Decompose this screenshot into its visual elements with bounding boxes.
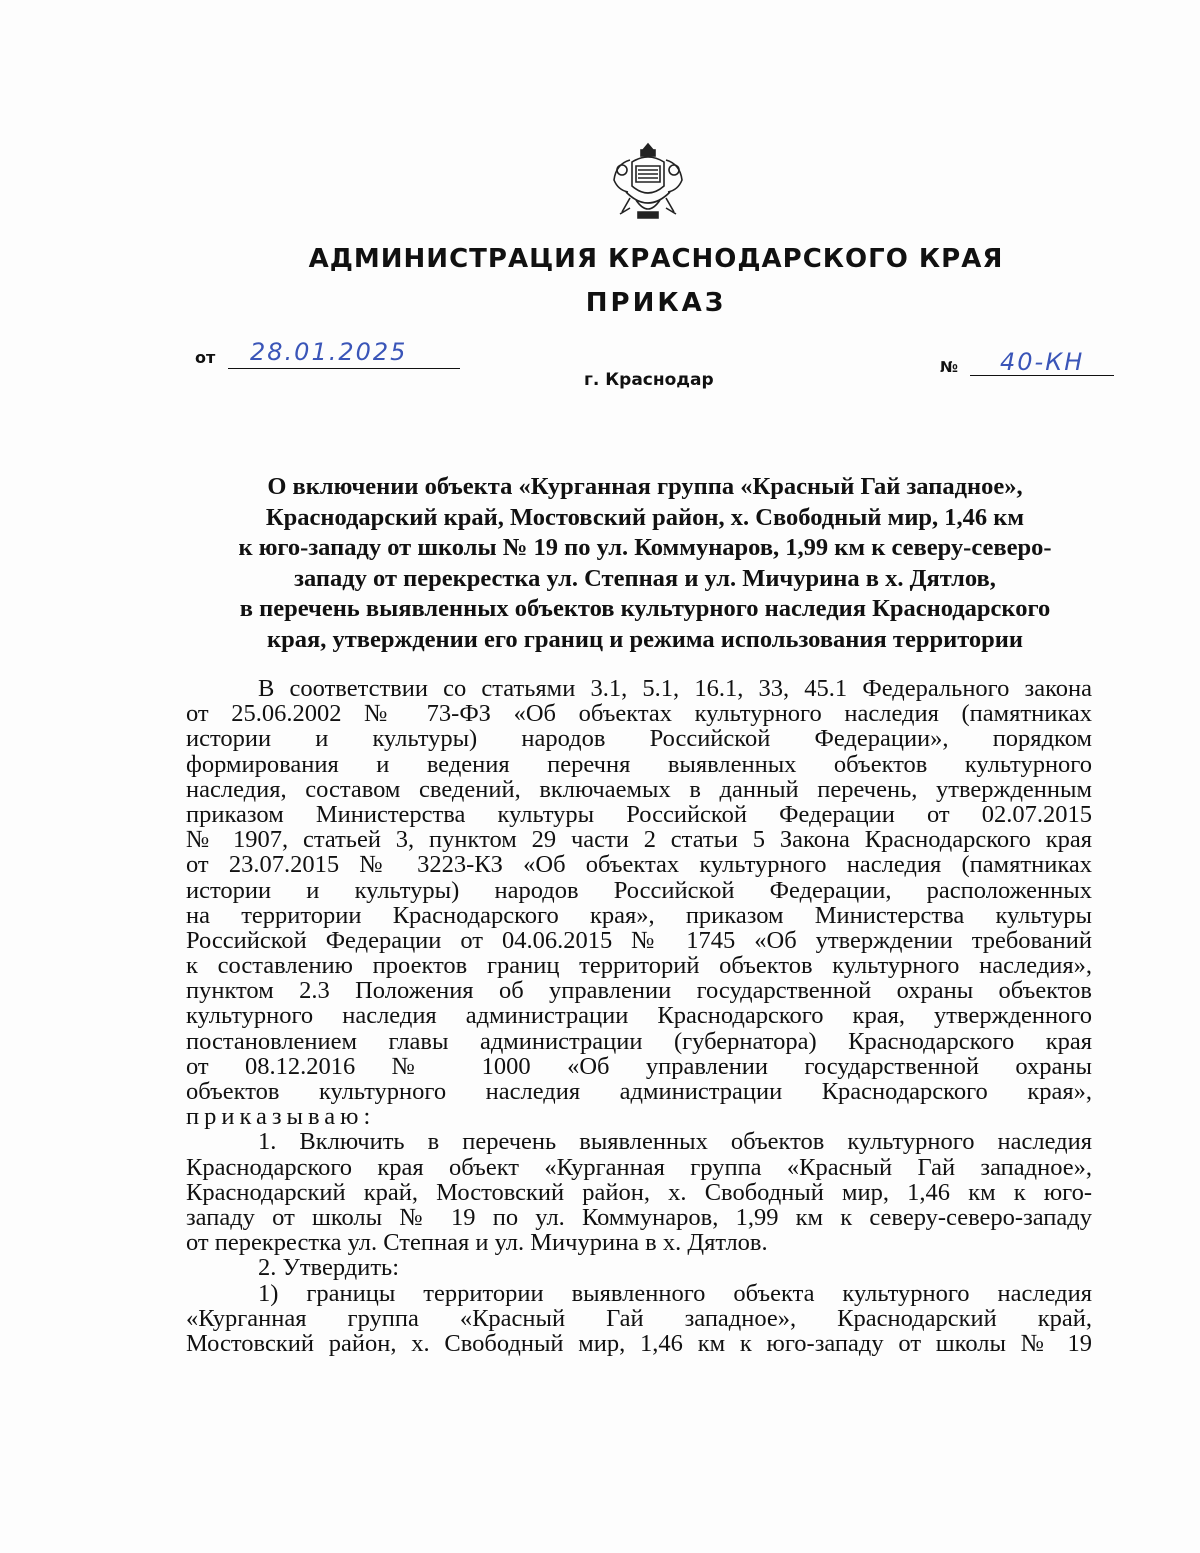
heading-line: к юго-западу от школы № 19 по ул. Коммунаров, 1,99 км к северу-северо- — [238, 534, 1052, 562]
body-line: формирования и ведения перечня выявленных объектов культурного — [186, 750, 1092, 778]
body-line: истории и культуры) народов Российской Федерации, расположенных — [186, 876, 1092, 904]
number-label: № — [940, 358, 959, 376]
coat-of-arms-icon — [608, 140, 688, 222]
document-body — [186, 676, 1092, 1356]
organization-title: АДМИНИСТРАЦИЯ КРАСНОДАРСКОГО КРАЯ — [308, 244, 1004, 274]
body-line: № 1907, статьей 3, пунктом 29 части 2 статьи 5 Закона Краснодарского края — [186, 826, 1092, 854]
body-line: от 25.06.2002 № 73-ФЗ «Об объектах культурного наследия (памятниках — [186, 700, 1092, 728]
body-line: истории и культуры) народов Российской Федерации», порядком — [186, 725, 1092, 753]
body-line: 1) границы территории выявленного объекта культурного наследия — [258, 1279, 1092, 1307]
body-line: Краснодарского края объект «Курганная группа «Красный Гай западное», — [186, 1153, 1092, 1181]
body-line: наследия, составом сведений, включаемых в данный перечень, утвержденным — [186, 775, 1092, 803]
city: г. Краснодар — [584, 370, 714, 390]
body-line: от перекрестка ул. Степная и ул. Мичурина в х. Дятлов. — [186, 1229, 768, 1257]
document-type: ПРИКАЗ — [585, 288, 727, 318]
body-line: В соответствии со статьями 3.1, 5.1, 16.1, 33, 45.1 Федерального закона — [258, 675, 1092, 702]
heading-line: края, утверждении его границ и режима использования территории — [266, 625, 1024, 653]
body-line: 1. Включить в перечень выявленных объектов культурного наследия — [258, 1128, 1092, 1156]
body-line: постановлением главы администрации (губернатора) Краснодарского края — [186, 1027, 1092, 1055]
body-line: Российской Федерации от 04.06.2015 № 1745 «Об утверждении требований — [186, 926, 1092, 954]
document-heading — [180, 472, 1110, 656]
heading-line: О включении объекта «Курганная группа «Красный Гай западное», — [267, 473, 1023, 500]
body-line: Краснодарский край, Мостовский район, х. Свободный мир, 1,46 км к юго- — [186, 1178, 1092, 1206]
body-line: от 23.07.2015 № 3223-КЗ «Об объектах культурного наследия (памятниках — [186, 851, 1092, 879]
body-line: от 08.12.2016 № 1000 «Об управлении государственной охраны — [186, 1052, 1092, 1080]
body-line: западу от школы № 19 по ул. Коммунаров, 1,99 км к северу-северо-западу — [186, 1203, 1092, 1231]
handwritten-date: 28.01.2025 — [250, 338, 408, 366]
heading-line: западу от перекрестка ул. Степная и ул. Мичурина в х. Дятлов, — [294, 564, 996, 592]
date-underline — [228, 368, 460, 369]
body-line: культурного наследия администрации Краснодарского края, утвержденного — [186, 1002, 1092, 1030]
heading-line: в перечень выявленных объектов культурного наследия Краснодарского — [239, 595, 1051, 623]
decree-word: приказываю: — [186, 1103, 376, 1131]
body-line: объектов культурного наследия администрации Краснодарского края», — [186, 1078, 1092, 1105]
body-line: на территории Краснодарского края», приказом Министерства культуры — [186, 901, 1092, 929]
body-line: пунктом 2.3 Положения об управлении государственной охраны объектов — [186, 977, 1092, 1005]
body-line: «Курганная группа «Красный Гай западное», Краснодарский край, — [186, 1304, 1092, 1332]
heading-line: Краснодарский край, Мостовский район, х. Свободный мир, 1,46 км — [265, 503, 1025, 531]
body-line: Мостовский район, х. Свободный мир, 1,46 км к юго-западу от школы № 19 — [186, 1329, 1092, 1357]
body-line: приказом Министерства культуры Российской Федерации от 02.07.2015 — [186, 800, 1092, 828]
body-line: к составлению проектов границ территорий объектов культурного наследия», — [186, 952, 1092, 980]
body-line: 2. Утвердить: — [258, 1254, 400, 1282]
date-label: от — [195, 348, 216, 367]
handwritten-number: 40-КН — [1000, 348, 1085, 376]
